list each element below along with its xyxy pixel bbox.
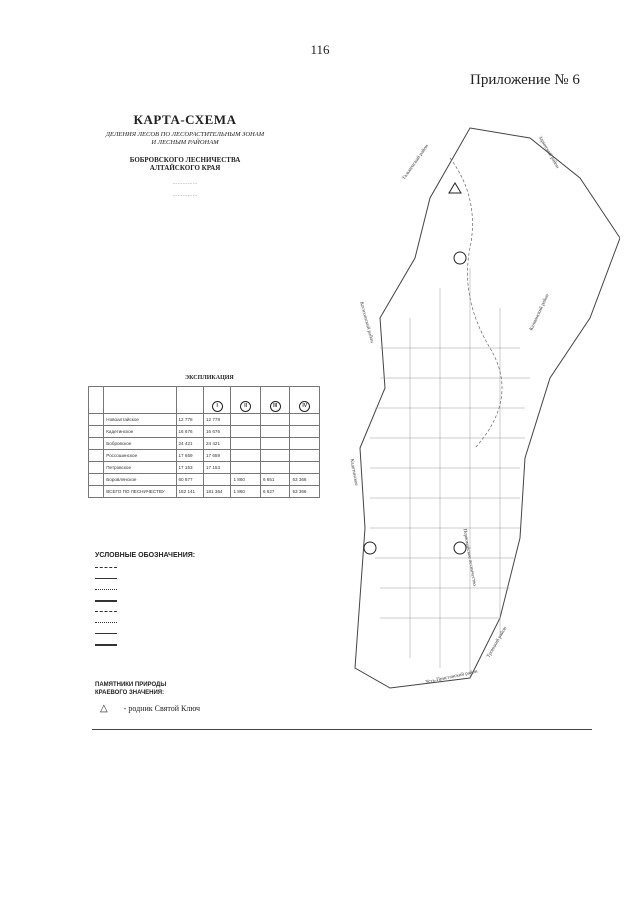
map-label: Калманский район [529, 293, 551, 332]
triangle-icon: △ [100, 703, 108, 714]
row-marker [89, 486, 104, 498]
subtitle-line3: БОБРОВСКОГО ЛЕСНИЧЕСТВА [129, 156, 241, 164]
cell-total: 12 778 [176, 414, 203, 426]
cell-c2 [231, 426, 261, 438]
legend-row [95, 565, 127, 573]
cell-c4: 53 366 [290, 474, 320, 486]
legend-row [95, 598, 127, 606]
row-marker [89, 450, 104, 462]
explication-row [89, 474, 320, 486]
map-label: Троицкий район [486, 626, 509, 659]
legend-row [95, 631, 127, 639]
cell-name: Боровлянское [104, 474, 176, 486]
cell-total: 17 659 [176, 450, 203, 462]
legend-row [95, 576, 127, 584]
cell-c2 [231, 414, 261, 426]
cell-c1: 17 153 [203, 462, 230, 474]
cell-c4 [290, 438, 320, 450]
cell-name: Петровское [104, 462, 176, 474]
map-label: Усть-Пристанский район [425, 669, 479, 686]
cell-c2: 1 860 [231, 474, 261, 486]
quarter-grid [370, 268, 530, 678]
map-label: Заринский район [536, 135, 560, 170]
row-marker [89, 462, 104, 474]
cell-total: 182 141 [176, 486, 203, 498]
row-marker [89, 426, 104, 438]
cell-c4 [290, 414, 320, 426]
scale-note: …………… [172, 181, 198, 186]
zone-1-icon: I [212, 401, 223, 412]
doc-title: КАРТА-СХЕМА [133, 112, 237, 127]
cell-c2 [231, 438, 261, 450]
spring-marker [449, 183, 461, 193]
cell-total: 16 676 [176, 426, 203, 438]
row-marker [89, 414, 104, 426]
cell-c4 [290, 426, 320, 438]
explication-title: ЭКСПЛИКАЦИЯ [185, 375, 234, 381]
monument-item: △ - родник Святой Ключ [100, 703, 201, 714]
cell-c2 [231, 462, 261, 474]
cell-total: 24 421 [176, 438, 203, 450]
explication-row [89, 414, 320, 426]
cell-c1: 181 364 [203, 486, 230, 498]
cell-name: Кадетинское [104, 426, 176, 438]
bottom-rule [92, 729, 592, 730]
cell-c1: 12 778 [203, 414, 230, 426]
cell-c4 [290, 462, 320, 474]
explication-row [89, 450, 320, 462]
cell-name: Бобровское [104, 438, 176, 450]
map-label: Косихинский район [358, 301, 375, 344]
cell-c4 [290, 450, 320, 462]
row-marker [89, 474, 104, 486]
map-label: Кадетинское [348, 458, 359, 487]
zone-2-icon: II [240, 401, 251, 412]
cell-c1: 17 659 [203, 450, 230, 462]
cell-c4: 53 366 [290, 486, 320, 498]
cell-total: 60 877 [176, 474, 203, 486]
cell-name: Новоалтайское [104, 414, 176, 426]
explication-row [89, 438, 320, 450]
cell-c3: 6 651 [260, 474, 290, 486]
subtitle-line4: АЛТАЙСКОГО КРАЯ [149, 164, 221, 172]
zone-4-icon: IV [299, 401, 310, 412]
cell-c3 [260, 450, 290, 462]
map-label: Первомайское лесничество [461, 528, 477, 587]
explication-row [89, 426, 320, 438]
legend-row [95, 587, 127, 595]
appendix-label: Приложение № 6 [470, 72, 580, 88]
cell-c1 [203, 474, 230, 486]
cell-c3 [260, 426, 290, 438]
explication-table [88, 386, 320, 498]
map-label: Тальменский район [401, 143, 430, 182]
cell-c1: 24 421 [203, 438, 230, 450]
area-note: …………… [172, 193, 198, 198]
legend-title: УСЛОВНЫЕ ОБОЗНАЧЕНИЯ: [95, 552, 196, 559]
zone-marker [364, 542, 376, 554]
cell-c2: 1 860 [231, 486, 261, 498]
cell-name: ВСЕГО ПО ЛЕСНИЧЕСТВУ [104, 486, 176, 498]
page-number: 116 [310, 42, 330, 57]
row-marker [89, 438, 104, 450]
explication-row [89, 486, 320, 498]
zone-marker [454, 252, 466, 264]
cell-c3 [260, 462, 290, 474]
cell-c1: 16 676 [203, 426, 230, 438]
cell-c2 [231, 450, 261, 462]
monuments-title: ПАМЯТНИКИ ПРИРОДЫ КРАЕВОГО ЗНАЧЕНИЯ: [95, 682, 167, 696]
subtitle-line1: ДЕЛЕНИЯ ЛЕСОВ ПО ЛЕСОРАСТИТЕЛЬНЫМ ЗОНАМ [105, 131, 265, 138]
cell-c3 [260, 438, 290, 450]
river [450, 158, 502, 448]
explication-row [89, 462, 320, 474]
subtitle-line2: И ЛЕСНЫМ РАЙОНАМ [151, 139, 219, 146]
legend-row [95, 620, 127, 628]
cell-c3 [260, 414, 290, 426]
cell-c3: 6 627 [260, 486, 290, 498]
cell-name: Россошинское [104, 450, 176, 462]
zone-3-icon: III [270, 401, 281, 412]
forest-district-map [320, 118, 620, 718]
legend-row [95, 609, 127, 617]
legend-row [95, 642, 127, 650]
cell-total: 17 153 [176, 462, 203, 474]
